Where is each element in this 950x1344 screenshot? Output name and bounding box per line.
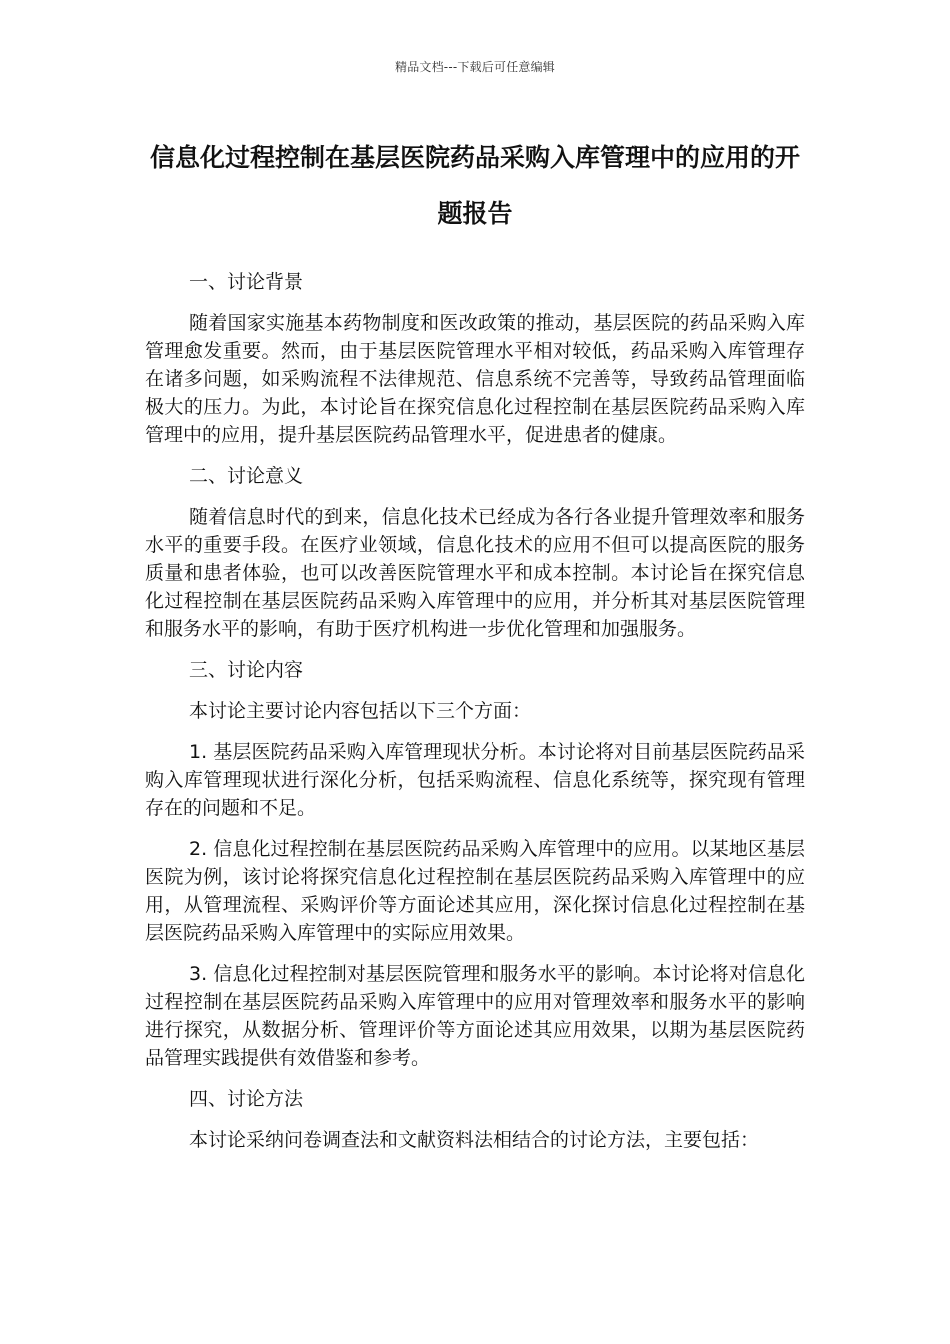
section-heading-content: 三、讨论内容 [189, 659, 304, 681]
paragraph-method: 本讨论采纳问卷调查法和文献资料法相结合的讨论方法，主要包括： [189, 1129, 760, 1151]
paragraph-background: 随着国家实施基本药物制度和医改政策的推动，基层医院的药品采购入库管理愈发重要。然而，由于基层医院管理水平相对较低，药品采购入库管理存在诸多问题，如采购流程不法律规范、信息系统不完善等，导致药品管理面临极大的压力。为此，本讨论旨在探究信息化过程控制在基层医院药品采购入库管理中的应用，提升基层医院药品管理水平，促进患者的健康。 [145, 312, 805, 446]
paragraph-content-intro: 本讨论主要讨论内容包括以下三个方面： [189, 700, 532, 722]
list-item-content-2: 2. 信息化过程控制在基层医院药品采购入库管理中的应用。以某地区基层医院为例，该讨论将探究信息化过程控制在基层医院药品采购入库管理中的应用，从管理流程、采购评价等方面论述其应用，深化探讨信息化过程控制在基层医院药品采购入库管理中的实际应用效果。 [145, 838, 805, 944]
section-heading-background: 一、讨论背景 [189, 271, 304, 293]
paragraph-significance: 随着信息时代的到来，信息化技术已经成为各行各业提升管理效率和服务水平的重要手段。在医疗业领域，信息化技术的应用不但可以提高医院的服务质量和患者体验，也可以改善医院管理水平和成本控制。本讨论旨在探究信息化过程控制在基层医院药品采购入库管理中的应用，并分析其对基层医院管理和服务水平的影响，有助于医疗机构进一步优化管理和加强服务。 [145, 506, 805, 640]
section-heading-significance: 二、讨论意义 [189, 465, 304, 487]
list-item-content-1: 1. 基层医院药品采购入库管理现状分析。本讨论将对目前基层医院药品采购入库管理现状进行深化分析，包括采购流程、信息化系统等，探究现有管理存在的问题和不足。 [145, 741, 805, 819]
document-title: 信息化过程控制在基层医院药品采购入库管理中的应用的开题报告 [149, 143, 800, 228]
header-note: 精品文档---下载后可任意编辑 [395, 60, 555, 74]
list-item-content-3: 3. 信息化过程控制对基层医院管理和服务水平的影响。本讨论将对信息化过程控制在基层医院药品采购入库管理中的应用对管理效率和服务水平的影响进行探究，从数据分析、管理评价等方面论述其应用效果，以期为基层医院药品管理实践提供有效借鉴和参考。 [145, 963, 805, 1069]
document-body [145, 268, 805, 1167]
section-heading-method: 四、讨论方法 [189, 1088, 304, 1110]
